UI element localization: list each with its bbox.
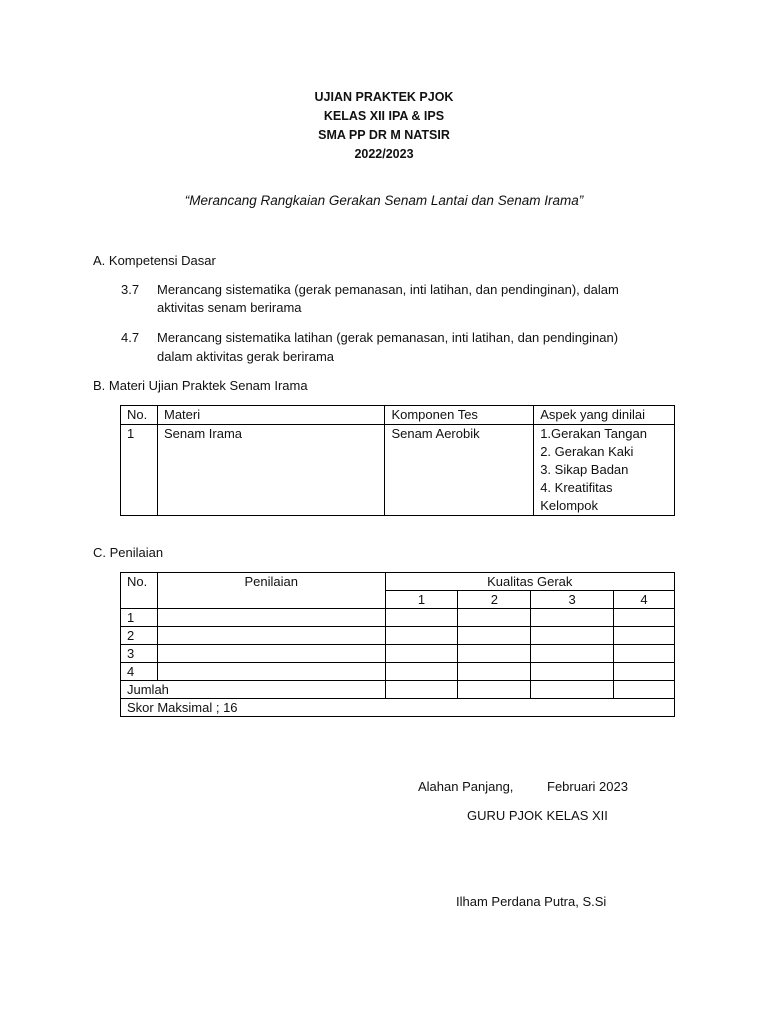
- table-row: [121, 645, 675, 663]
- table-row: [121, 663, 675, 681]
- cell-no: 1: [121, 425, 158, 516]
- kd-text-1-line-1: Merancang sistematika (gerak pemanasan, inti latihan, dan pendinginan), dalam: [157, 282, 619, 297]
- subtitle: “Merancang Rangkaian Gerakan Senam Lantai dan Senam Irama”: [184, 193, 584, 208]
- header-line-2: KELAS XII IPA & IPS: [323, 109, 445, 123]
- score-cell: [385, 663, 458, 681]
- header-line-3: SMA PP DR M NATSIR: [318, 128, 450, 142]
- kd-text-1-line-2: aktivitas senam berirama: [157, 300, 302, 315]
- score-cell: [458, 609, 531, 627]
- score-cell: [385, 609, 458, 627]
- materi-header-row: [121, 406, 675, 425]
- score-cell: [531, 681, 614, 699]
- col-header-kualitas: Kualitas Gerak: [385, 573, 674, 591]
- col-header-materi: Materi: [157, 406, 384, 425]
- score-cell: [614, 663, 675, 681]
- cell-komponen: Senam Aerobik: [385, 425, 534, 516]
- row-number: 4: [121, 663, 158, 681]
- aspek-item: 3. Sikap Badan: [540, 462, 629, 477]
- penilaian-cell: [157, 663, 385, 681]
- score-cell: [614, 681, 675, 699]
- score-cell: [385, 681, 458, 699]
- signature-role: GURU PJOK KELAS XII: [467, 808, 608, 823]
- penilaian-cell: [157, 609, 385, 627]
- section-b-heading: B. Materi Ujian Praktek Senam Irama: [93, 378, 308, 393]
- score-cell: [458, 681, 531, 699]
- col-header-penilaian: Penilaian: [157, 573, 385, 609]
- score-cell: [458, 645, 531, 663]
- score-cell: [385, 645, 458, 663]
- materi-table: [120, 405, 675, 516]
- table-row: [121, 609, 675, 627]
- header-line-1: UJIAN PRAKTEK PJOK: [314, 90, 454, 104]
- aspek-item: 1.Gerakan Tangan: [540, 426, 647, 441]
- penilaian-table: [120, 572, 675, 717]
- row-number: 3: [121, 645, 158, 663]
- section-c-heading: C. Penilaian: [93, 545, 164, 560]
- level-4: 4: [614, 591, 675, 609]
- score-cell: [614, 645, 675, 663]
- col-header-no: No.: [121, 406, 158, 425]
- skor-maksimal: Skor Maksimal ; 16: [121, 699, 675, 717]
- table-row: [121, 425, 675, 516]
- level-2: 2: [458, 591, 531, 609]
- signature-place: Alahan Panjang,: [418, 779, 514, 794]
- score-cell: [614, 627, 675, 645]
- kd-number-1: 3.7: [121, 282, 140, 297]
- kd-text-2-line-1: Merancang sistematika latihan (gerak pemanasan, inti latihan, dan pendinginan): [157, 330, 619, 345]
- score-cell: [531, 663, 614, 681]
- score-cell: [531, 609, 614, 627]
- skor-row: [121, 699, 675, 717]
- cell-materi: Senam Irama: [157, 425, 384, 516]
- col-header-no: No.: [121, 573, 158, 609]
- row-number: 2: [121, 627, 158, 645]
- jumlah-row: [121, 681, 675, 699]
- section-a-heading: A. Kompetensi Dasar: [93, 253, 216, 268]
- aspek-item: Kelompok: [540, 498, 599, 513]
- score-cell: [458, 627, 531, 645]
- row-number: 1: [121, 609, 158, 627]
- score-cell: [531, 627, 614, 645]
- score-cell: [531, 645, 614, 663]
- kd-text-2-line-2: dalam aktivitas gerak berirama: [157, 349, 335, 364]
- signature-date: Februari 2023: [547, 779, 628, 794]
- penilaian-cell: [157, 645, 385, 663]
- aspek-item: 4. Kreatifitas: [540, 480, 613, 495]
- jumlah-label: Jumlah: [121, 681, 386, 699]
- col-header-aspek: Aspek yang dinilai: [534, 406, 675, 425]
- score-cell: [614, 609, 675, 627]
- penilaian-header-row: [121, 573, 675, 591]
- level-3: 3: [531, 591, 614, 609]
- penilaian-cell: [157, 627, 385, 645]
- kd-number-2: 4.7: [121, 330, 140, 345]
- score-cell: [458, 663, 531, 681]
- aspek-item: 2. Gerakan Kaki: [540, 444, 634, 459]
- cell-aspek: [534, 425, 675, 516]
- table-row: [121, 627, 675, 645]
- col-header-komponen: Komponen Tes: [385, 406, 534, 425]
- signature-name: Ilham Perdana Putra, S.Si: [456, 894, 607, 909]
- score-cell: [385, 627, 458, 645]
- header-line-4: 2022/2023: [354, 147, 414, 161]
- level-1: 1: [385, 591, 458, 609]
